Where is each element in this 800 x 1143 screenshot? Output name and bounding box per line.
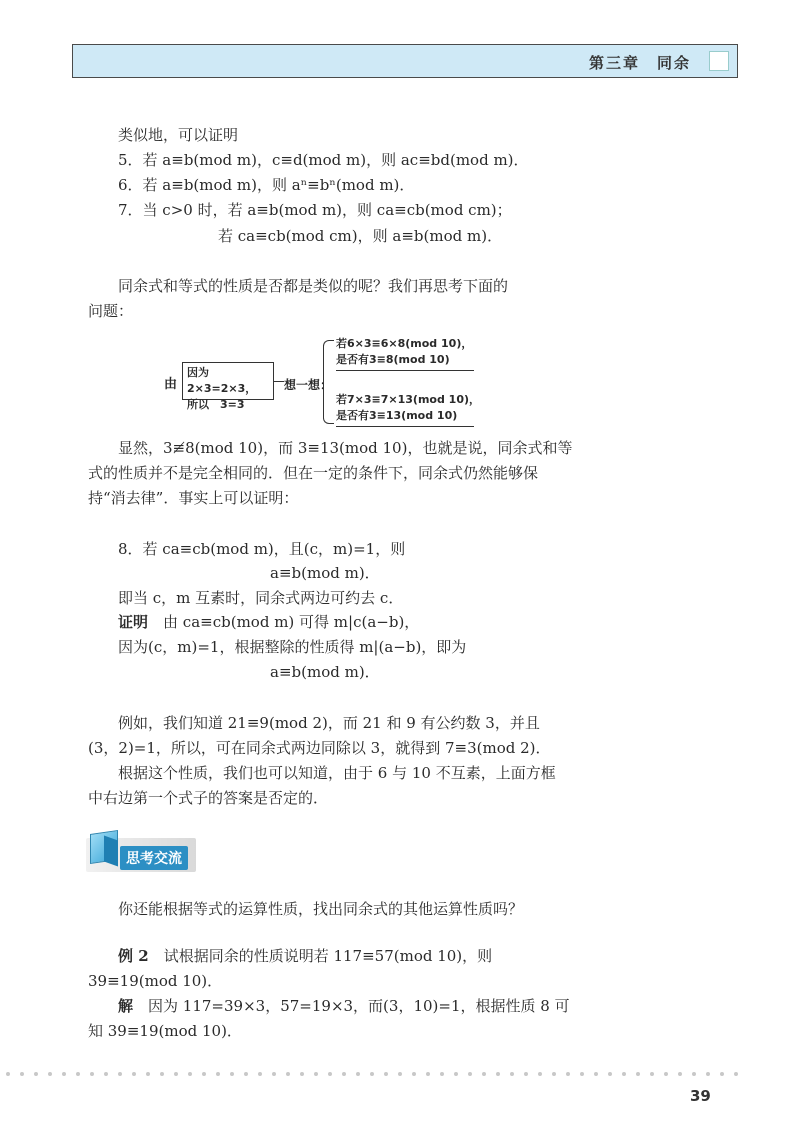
diagram-option-divider bbox=[336, 426, 474, 427]
footer-dot bbox=[482, 1072, 486, 1076]
footer-dot bbox=[412, 1072, 416, 1076]
footer-dot bbox=[454, 1072, 458, 1076]
observation-line-1: 显然，3≢8(mod 10)，而 3≡13(mod 10)，也就是说，同余式和等 bbox=[118, 439, 573, 457]
solution-line-1: 解 因为 117=39×3，57=19×3，而(3，10)=1，根据性质 8 可 bbox=[118, 997, 570, 1015]
property-8-conclusion: a≡b(mod m)． bbox=[270, 564, 380, 582]
diagram-think: 想一想： bbox=[284, 378, 333, 392]
example-line-1: 例如，我们知道 21≡9(mod 2)，而 21 和 9 有公约数 3，并且 bbox=[118, 714, 540, 732]
solution-line-2: 知 39≡19(mod 10)． bbox=[88, 1022, 242, 1040]
footer-dot bbox=[20, 1072, 24, 1076]
property-5: 5．若 a≡b(mod m)，c≡d(mod m)，则 ac≡bd(mod m)． bbox=[118, 151, 529, 169]
footer-dot bbox=[496, 1072, 500, 1076]
footer-dot bbox=[48, 1072, 52, 1076]
footer-dot bbox=[300, 1072, 304, 1076]
footer-dot bbox=[538, 1072, 542, 1076]
footer-dot bbox=[202, 1072, 206, 1076]
proof-line-2: 因为(c，m)=1，根据整除的性质得 m|(a−b)，即为 bbox=[118, 638, 467, 656]
footer-dot bbox=[636, 1072, 640, 1076]
footer-dot bbox=[76, 1072, 80, 1076]
footer-dot bbox=[174, 1072, 178, 1076]
footer-dot bbox=[34, 1072, 38, 1076]
property-7-cont: 若 ca≡cb(mod cm)，则 a≡b(mod m)． bbox=[218, 227, 503, 245]
example2-line-1: 例 2 试根据同余的性质说明若 117≡57(mod 10)，则 bbox=[118, 947, 493, 965]
think-exchange-badge bbox=[86, 832, 204, 876]
diagram-option-divider bbox=[336, 370, 474, 371]
footer-dots bbox=[0, 1072, 745, 1078]
footer-dot bbox=[90, 1072, 94, 1076]
footer-dot bbox=[608, 1072, 612, 1076]
solution-label: 解 bbox=[118, 997, 134, 1015]
property-6: 6．若 a≡b(mod m)，则 aⁿ≡bⁿ(mod m)． bbox=[118, 176, 415, 194]
footer-dot bbox=[720, 1072, 724, 1076]
property-8: 8．若 ca≡cb(mod m)，且(c，m)=1，则 bbox=[118, 540, 406, 558]
footer-dot bbox=[244, 1072, 248, 1076]
question-line-1: 同余式和等式的性质是否都是类似的呢？我们再思考下面的 bbox=[118, 277, 509, 295]
footer-dot bbox=[146, 1072, 150, 1076]
observation-line-3: 持“消去律”．事实上可以证明： bbox=[88, 489, 299, 507]
header-marker bbox=[709, 51, 729, 71]
diagram-premise-line: 所以 3=3 bbox=[187, 398, 245, 411]
chapter-header bbox=[72, 44, 738, 78]
think-question: 你还能根据等式的运算性质，找出同余式的其他运算性质吗？ bbox=[118, 900, 524, 918]
footer-dot bbox=[62, 1072, 66, 1076]
question-line-2: 问题： bbox=[88, 302, 134, 320]
footer-dot bbox=[230, 1072, 234, 1076]
footer-dot bbox=[664, 1072, 668, 1076]
footer-dot bbox=[272, 1072, 276, 1076]
diagram-you: 由 bbox=[164, 377, 178, 392]
footer-dot bbox=[678, 1072, 682, 1076]
diagram-option-2: 若7×3≡7×13(mod 10)， 是否有3≡13(mod 10) bbox=[336, 393, 481, 422]
footer-dot bbox=[314, 1072, 318, 1076]
proof-label: 证明 bbox=[118, 613, 149, 631]
property-7: 7．当 c>0 时，若 a≡b(mod m)，则 ca≡cb(mod cm)； bbox=[118, 201, 512, 219]
footer-dot bbox=[594, 1072, 598, 1076]
proof-line-1: 证明 由 ca≡cb(mod m) 可得 m|c(a−b)， bbox=[118, 613, 420, 631]
footer-dot bbox=[440, 1072, 444, 1076]
footer-dot bbox=[692, 1072, 696, 1076]
footer-dot bbox=[118, 1072, 122, 1076]
footer-dot bbox=[580, 1072, 584, 1076]
example-line-4: 中右边第一个式子的答案是否定的． bbox=[88, 789, 329, 807]
footer-dot bbox=[566, 1072, 570, 1076]
example-line-3: 根据这个性质，我们也可以知道，由于 6 与 10 不互素，上面方框 bbox=[118, 764, 556, 782]
property-8-note: 即当 c，m 互素时，同余式两边可约去 c． bbox=[118, 589, 404, 607]
footer-dot bbox=[552, 1072, 556, 1076]
footer-dot bbox=[384, 1072, 388, 1076]
footer-dot bbox=[370, 1072, 374, 1076]
footer-dot bbox=[160, 1072, 164, 1076]
footer-dot bbox=[342, 1072, 346, 1076]
footer-dot bbox=[104, 1072, 108, 1076]
footer-dot bbox=[188, 1072, 192, 1076]
example2-line-2: 39≡19(mod 10)． bbox=[88, 972, 223, 990]
footer-dot bbox=[398, 1072, 402, 1076]
diagram-brace bbox=[323, 340, 334, 424]
observation-line-2: 式的性质并不是完全相同的．但在一定的条件下，同余式仍然能够保 bbox=[88, 464, 539, 482]
footer-dot bbox=[622, 1072, 626, 1076]
chapter-title: 第三章 同余 bbox=[588, 54, 691, 72]
footer-dot bbox=[468, 1072, 472, 1076]
diagram-connector bbox=[274, 381, 284, 382]
think-diagram bbox=[160, 334, 480, 430]
example-line-2: (3，2)=1，所以，可在同余式两边同除以 3，就得到 7≡3(mod 2)． bbox=[88, 739, 551, 757]
footer-dot bbox=[426, 1072, 430, 1076]
cube-icon-side bbox=[104, 835, 118, 866]
badge-label: 思考交流 bbox=[120, 846, 188, 870]
example2-label: 例 2 bbox=[118, 947, 149, 965]
footer-dot bbox=[650, 1072, 654, 1076]
footer-dot bbox=[132, 1072, 136, 1076]
footer-dot bbox=[524, 1072, 528, 1076]
footer-dot bbox=[216, 1072, 220, 1076]
diagram-premise-box bbox=[182, 362, 274, 411]
properties-intro: 类似地，可以证明 bbox=[118, 126, 239, 144]
diagram-premise-line: 因为2×3=2×3， bbox=[187, 366, 257, 395]
footer-dot bbox=[258, 1072, 262, 1076]
footer-dot bbox=[734, 1072, 738, 1076]
footer-dot bbox=[356, 1072, 360, 1076]
footer-dot bbox=[328, 1072, 332, 1076]
footer-dot bbox=[706, 1072, 710, 1076]
footer-dot bbox=[286, 1072, 290, 1076]
page-number: 39 bbox=[690, 1087, 711, 1105]
footer-dot bbox=[510, 1072, 514, 1076]
diagram-option-1: 若6×3≡6×8(mod 10)， 是否有3≡8(mod 10) bbox=[336, 337, 473, 366]
proof-line-3: a≡b(mod m)． bbox=[270, 663, 380, 681]
footer-dot bbox=[6, 1072, 10, 1076]
